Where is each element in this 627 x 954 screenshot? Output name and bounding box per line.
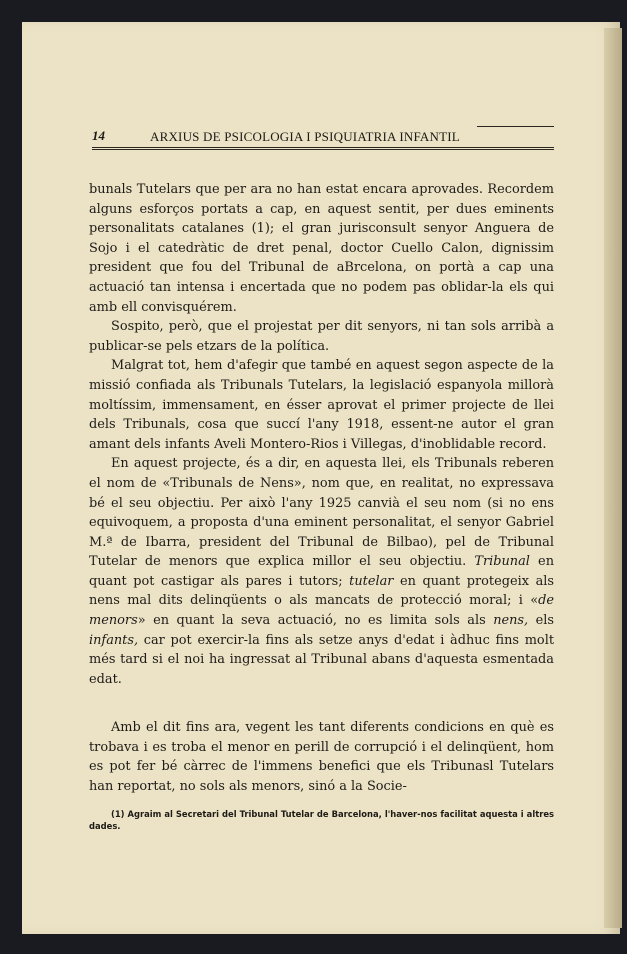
text-run: els: [528, 613, 554, 629]
text-run: en quant protegeix als nens mal dits delinqüents o als mancats de protecció moral; i «: [89, 573, 554, 609]
paragraph: [89, 180, 554, 317]
text-run: en quant pot castigar als pares i tutors;: [89, 554, 554, 589]
text-run: Malgrat tot, hem d'afegir que també en aquest segon aspecte de la missió confiada als Tribunals Tutelars, la legislació espanyola millorà moltíssim, immensament, en ésser aprovat el primer projecte de llei dels Tribunals, cosa que succí l'any 1918, essent-ne autor el gran amant dels infants Aveli Montero-Rios i Villegas, d'inoblidable record.: [89, 358, 554, 452]
page-number: 14: [92, 128, 105, 143]
header-rule: [92, 147, 554, 150]
footnote: [89, 808, 554, 832]
paragraph: [89, 317, 554, 356]
text-run: bunals Tutelars que per ara no han estat encara aprovades. Recordem alguns esforços portats a cap, en aquest sentit, per dues eminents personalitats catalanes (1); el gran jurisconsult senyor Anguera de Sojo i el catedràtic de dret penal, doctor Cuello Calon, dignissim president que fou del Tribunal de aBrcelona, on portà a cap una actuació tan intensa i encertada que no podem pas oblidar-la els qui amb ell convisquérem.: [89, 182, 554, 315]
paragraph: [89, 454, 554, 689]
italic-text: Tribunal: [474, 554, 530, 570]
italic-text: tutelar: [349, 573, 394, 589]
text-run: car pot exercir-la fins als setze anys d'edat i àdhuc fins molt més tard si el noi ha ingressat al Tribunal abans d'aquesta esmentada edat.: [89, 632, 554, 687]
footnote-text: (1) Agraim al Secretari del Tribunal Tutelar de Barcelona, l'haver-nos facilitat aquesta i altres dades.: [89, 809, 554, 831]
text-run: En aquest projecte, és a dir, en aquesta llei, els Tribunals reberen el nom de «Tribunals de Nens», nom que, en realitat, no expressava bé el seu objectiu. Per això l'any 1925 canvià el seu nom (si no ens equivoquem, a proposta d'una eminent personalitat, el senyor Gabriel M.ª de Ibarra, president del Tribunal de Bilbao), pel de Tribunal Tutelar de menors que explica millor el seu objectiu.: [89, 456, 554, 570]
body-text: [89, 180, 554, 689]
page-header: [92, 128, 552, 146]
paragraph: [89, 356, 554, 454]
running-title: ARXIUS DE PSICOLOGIA I PSIQUIATRIA INFANTIL: [150, 129, 460, 144]
text-run: » en quant la seva actuació, no es limita sols als: [137, 613, 494, 629]
page-edge: [604, 28, 622, 928]
closing-paragraph: [89, 718, 554, 796]
italic-text: nens,: [493, 613, 529, 629]
text-run: Sospito, però, que el projestat per dit senyors, ni tan sols arribà a publicar-se pels etzars de la política.: [89, 319, 554, 354]
italic-text: infants,: [89, 632, 139, 648]
paragraph: Amb el dit fins ara, vegent les tant diferents condicions en què es trobava i es troba el menor en perill de corrupció i el delinqüent, hom es pot fer bé càrrec de l'immens benefici que els Tribunasl Tutelars han reportat, no sols als menors, sinó a la Socie-: [89, 720, 554, 794]
header-rule-short: [477, 126, 554, 127]
italic-text: de menors: [89, 593, 554, 629]
